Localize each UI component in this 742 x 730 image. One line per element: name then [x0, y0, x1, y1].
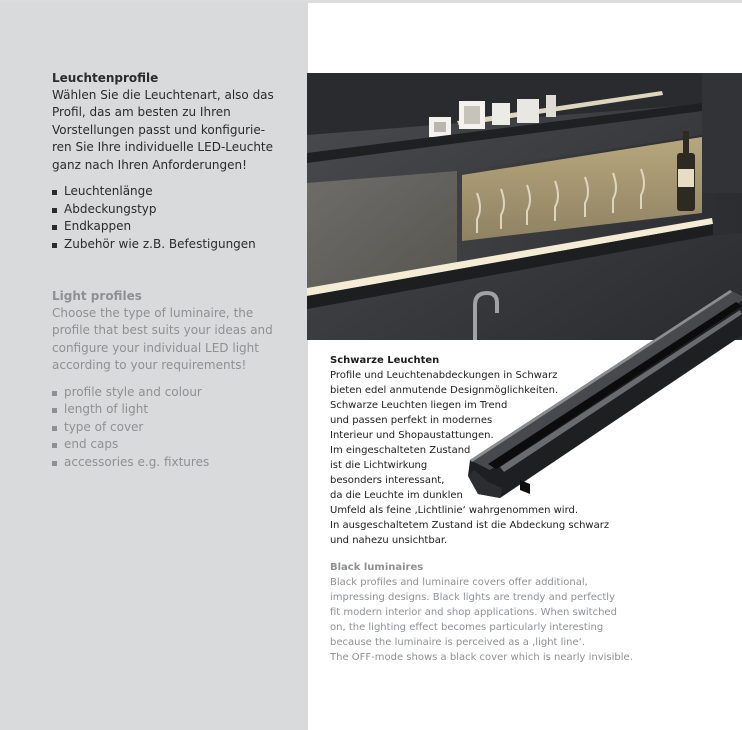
sidebar-en-bullet-list [52, 384, 292, 472]
sidebar-en-heading: Light profiles [52, 289, 142, 303]
list-item: length of light [52, 401, 292, 419]
sidebar-de-body: Wählen Sie die Leuchtenart, also das Profil, das am besten zu Ihren Vorstellungen passt und konfigurie- ren Sie Ihre individuelle LED-Leuchte ganz nach Ihren Anforderungen! [52, 88, 274, 172]
sidebar-german-section [52, 70, 292, 253]
main-en-heading: Black luminaires [330, 562, 424, 573]
sidebar-de-heading: Leuchtenprofile [52, 71, 159, 85]
main-de-body: Profile und Leuchtenabdeckungen in Schwarz bieten edel anmutende Designmöglichkeiten. Schwarze Leuchten liegen im Trend und passen perfekt in modernes Interieur und Shopaustattungen. Im eingeschalteten Zustand ist die Lichtwirkung besonders interessant, da die Leuchte im dunklen Umfeld als feine ‚Lichtlinie‘ wahrgenommen wird. In ausgeschaltetem Zustand ist die Abdeckung schwarz und nahezu unsichtbar. [330, 370, 610, 546]
list-item: end caps [52, 436, 292, 454]
sidebar-english-section [52, 288, 292, 472]
list-item: profile style and colour [52, 384, 292, 402]
main-en-body: Black profiles and luminaire covers offer additional, impressing designs. Black lights are trendy and perfectly fit modern interior and shop applications. When switched on, the lighting effect becomes particularly interesting because the luminaire is perceived as a ‚light line‘. The OFF-mode shows a black cover which is nearly invisible. [330, 577, 633, 663]
sidebar-en-body: Choose the type of luminaire, the profile that best suits your ideas and configure your individual LED light according to your requirements! [52, 306, 273, 373]
list-item: Endkappen [52, 218, 292, 236]
list-item: Abdeckungstyp [52, 201, 292, 219]
sidebar-de-bullet-list [52, 183, 292, 253]
list-item: accessories e.g. fixtures [52, 454, 292, 472]
list-item: Leuchtenlänge [52, 183, 292, 201]
black-luminaires-english-text [330, 560, 640, 665]
black-luminaires-german-text [330, 353, 630, 548]
list-item: Zubehör wie z.B. Befestigungen [52, 236, 292, 254]
list-item: type of cover [52, 419, 292, 437]
main-de-heading: Schwarze Leuchten [330, 355, 440, 366]
